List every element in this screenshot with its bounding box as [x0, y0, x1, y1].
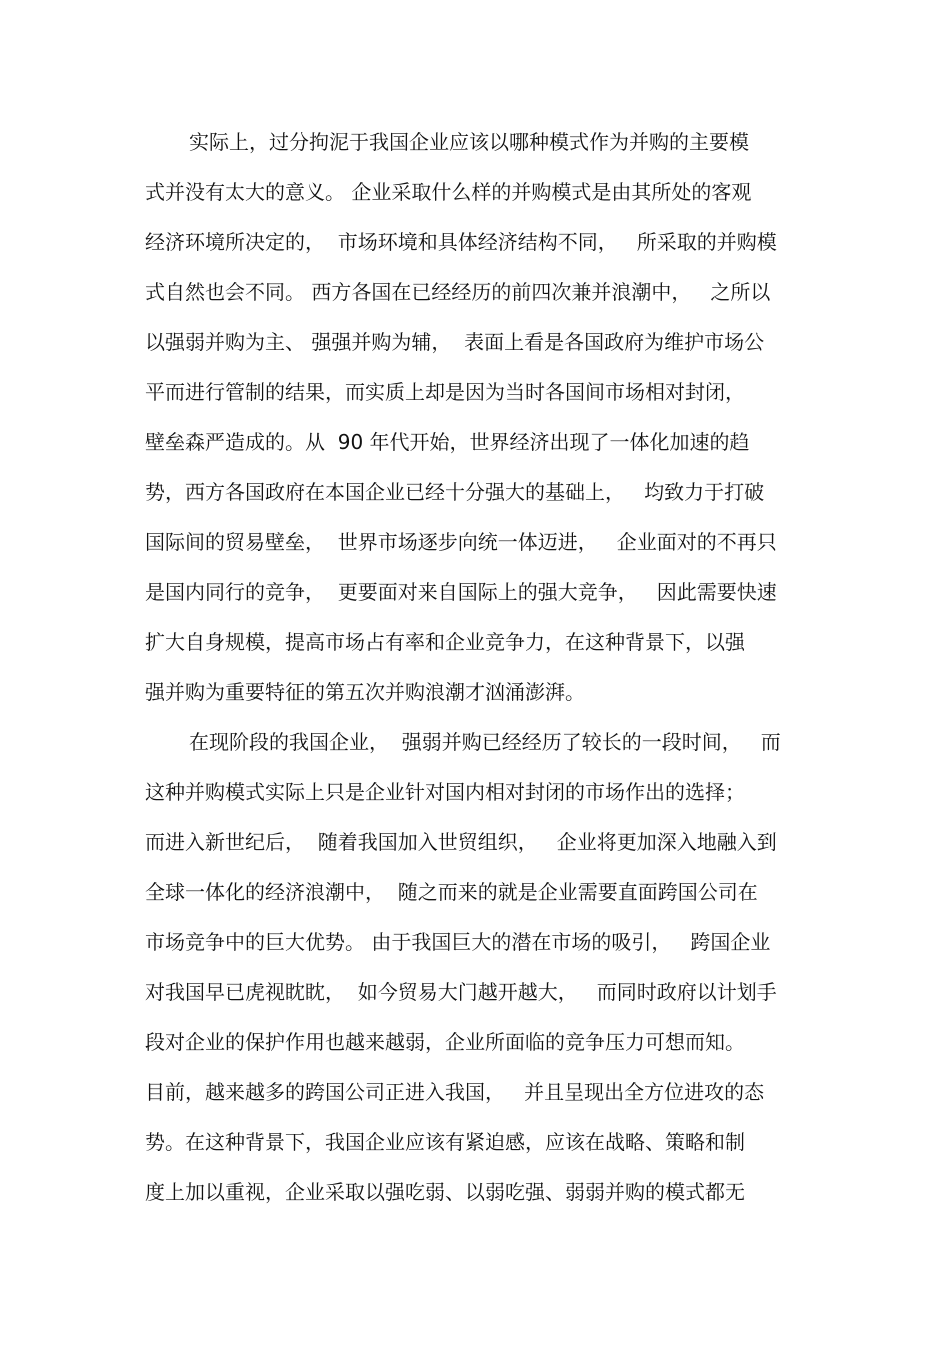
paragraph-2-line-9: 势。在这种背景下，我国企业应该有紧迫感，应该在战略、策略和制 [145, 1130, 745, 1154]
paragraph-1-line-5: 以强弱并购为主、 强强并购为辅， 表面上看是各国政府为维护市场公 [145, 330, 765, 354]
paragraph-1-line-12: 强并购为重要特征的第五次并购浪潮才汹涌澎湃。 [145, 680, 585, 704]
paragraph-2-line-8: 目前，越来越多的跨国公司正进入我国， 并且呈现出全方位进攻的态 [145, 1080, 765, 1104]
body-text [145, 122, 815, 1222]
paragraph-2-line-2: 这种并购模式实际上只是企业针对国内相对封闭的市场作出的选择； [145, 780, 745, 804]
paragraph-2-line-3: 而进入新世纪后， 随着我国加入世贸组织， 企业将更加深入地融入到 [145, 830, 777, 854]
paragraph-1-line-11: 扩大自身规模，提高市场占有率和企业竞争力，在这种背景下，以强 [145, 630, 745, 654]
paragraph-1-line-4: 式自然也会不同。 西方各国在已经经历的前四次兼并浪潮中， 之所以 [145, 280, 771, 304]
paragraph-2-line-6: 对我国早已虎视眈眈， 如今贸易大门越开越大， 而同时政府以计划手 [145, 980, 777, 1004]
paragraph-2-line-5: 市场竞争中的巨大优势。 由于我国巨大的潜在市场的吸引， 跨国企业 [145, 930, 771, 954]
paragraph-2-line-7: 段对企业的保护作用也越来越弱，企业所面临的竞争压力可想而知。 [145, 1030, 745, 1054]
paragraph-1-line-8: 势，西方各国政府在本国企业已经十分强大的基础上， 均致力于打破 [145, 480, 765, 504]
paragraph-2-line-1: 在现阶段的我国企业， 强弱并购已经经历了较长的一段时间， 而 [189, 730, 781, 754]
paragraph-1-line-9: 国际间的贸易壁垒， 世界市场逐步向统一体迈进， 企业面对的不再只 [145, 530, 777, 554]
paragraph-2-line-4: 全球一体化的经济浪潮中， 随之而来的就是企业需要直面跨国公司在 [145, 880, 758, 904]
paragraph-1-line-7: 壁垒森严造成的。从 90 年代开始，世界经济出现了一体化加速的趋 [145, 430, 750, 454]
paragraph-1-line-10: 是国内同行的竞争， 更要面对来自国际上的强大竞争， 因此需要快速 [145, 580, 777, 604]
paragraph-1-line-3: 经济环境所决定的， 市场环境和具体经济结构不同， 所采取的并购模 [145, 230, 777, 254]
paragraph-1-line-6: 平而进行管制的结果，而实质上却是因为当时各国间市场相对封闭， [145, 380, 745, 404]
paragraph-1-line-2: 式并没有太大的意义。 企业采取什么样的并购模式是由其所处的客观 [145, 180, 752, 204]
paragraph-2-line-10: 度上加以重视，企业采取以强吃弱、以弱吃强、弱弱并购的模式都无 [145, 1180, 745, 1204]
paragraph-1-line-1: 实际上，过分拘泥于我国企业应该以哪种模式作为并购的主要模 [189, 130, 749, 154]
